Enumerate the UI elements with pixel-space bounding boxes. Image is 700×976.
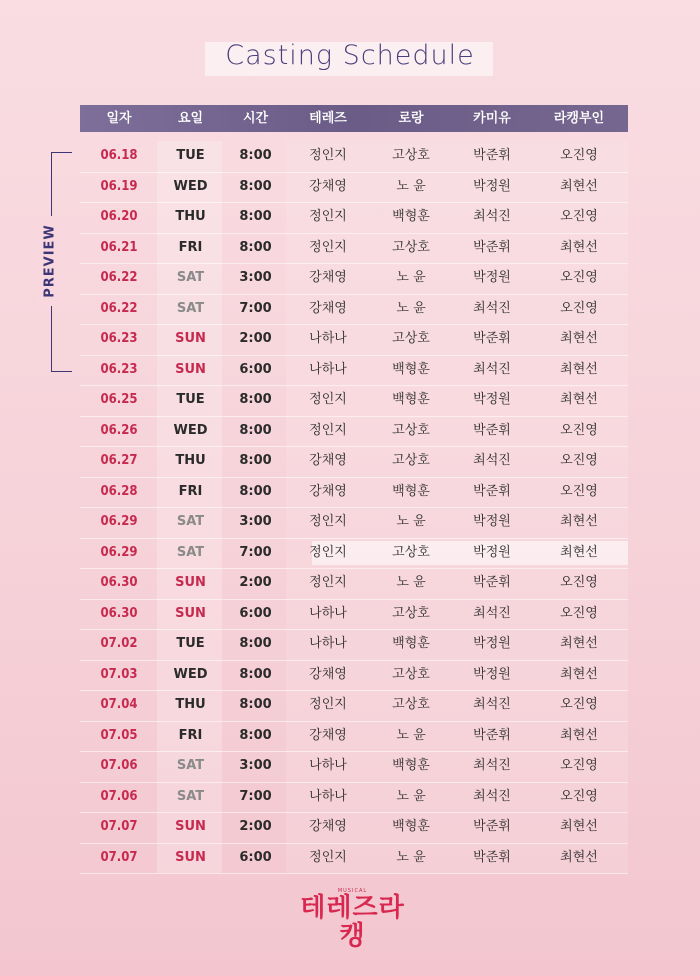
table-row xyxy=(80,477,628,509)
table-row xyxy=(80,690,628,722)
therese-cast-cell: 정인지 xyxy=(309,514,347,529)
time-cell: 7:00 xyxy=(239,300,272,316)
laurent-cast-cell: 고상호 xyxy=(392,148,430,163)
header-time: 시간 xyxy=(242,111,269,126)
table-row xyxy=(80,629,628,661)
madame-raquin-cast-cell: 최현선 xyxy=(560,239,598,255)
day-cell: THU xyxy=(175,697,206,712)
laurent-cast-cell: 노 윤 xyxy=(396,514,426,529)
time-cell: 2:00 xyxy=(239,331,272,346)
time-cell: 8:00 xyxy=(239,148,272,163)
date-cell: 07.06 xyxy=(100,788,138,804)
madame-raquin-cast-cell: 최현선 xyxy=(560,819,598,834)
therese-cast-cell: 강채영 xyxy=(309,270,347,285)
header-camille: 카미유 xyxy=(473,111,511,126)
therese-cast-cell: 정인지 xyxy=(309,239,347,255)
table-row xyxy=(80,233,628,265)
table-row xyxy=(80,538,628,570)
madame-raquin-cast-cell: 오진영 xyxy=(560,422,598,438)
camille-cast-cell: 박준휘 xyxy=(473,331,511,346)
camille-cast-cell: 박정원 xyxy=(473,514,511,529)
time-cell: 8:00 xyxy=(239,636,272,651)
camille-cast-cell: 최석진 xyxy=(473,209,511,224)
table-header xyxy=(80,105,628,132)
camille-cast-cell: 박정원 xyxy=(473,270,511,285)
preview-label: PREVIEW xyxy=(42,224,58,298)
therese-cast-cell: 나하나 xyxy=(309,758,347,773)
header-madame-raquin: 라캥부인 xyxy=(553,111,605,126)
date-cell: 06.21 xyxy=(100,239,138,255)
time-cell: 6:00 xyxy=(239,361,272,377)
laurent-cast-cell: 고상호 xyxy=(392,544,430,560)
camille-cast-cell: 박준휘 xyxy=(473,819,511,834)
day-cell: FRI xyxy=(178,727,203,743)
table-row xyxy=(80,141,628,173)
laurent-cast-cell: 고상호 xyxy=(392,605,430,621)
time-cell: 3:00 xyxy=(239,270,272,285)
day-cell: SUN xyxy=(175,575,206,590)
table-row xyxy=(80,294,628,326)
therese-cast-cell: 강채영 xyxy=(309,483,347,499)
madame-raquin-cast-cell: 최현선 xyxy=(560,392,598,407)
time-cell: 8:00 xyxy=(239,727,272,743)
camille-cast-cell: 박준휘 xyxy=(473,483,511,499)
madame-raquin-cast-cell: 오진영 xyxy=(560,697,598,712)
laurent-cast-cell: 노 윤 xyxy=(396,727,426,743)
day-cell: SAT xyxy=(176,514,205,529)
time-cell: 8:00 xyxy=(239,178,272,194)
therese-cast-cell: 강채영 xyxy=(309,819,347,834)
therese-cast-cell: 정인지 xyxy=(309,575,347,590)
madame-raquin-cast-cell: 최현선 xyxy=(560,514,598,529)
therese-cast-cell: 나하나 xyxy=(309,788,347,804)
header-day: 요일 xyxy=(177,111,204,126)
madame-raquin-cast-cell: 오진영 xyxy=(560,209,598,224)
therese-cast-cell: 정인지 xyxy=(309,697,347,712)
madame-raquin-cast-cell: 최현선 xyxy=(560,636,598,651)
therese-cast-cell: 강채영 xyxy=(309,178,347,194)
date-cell: 07.06 xyxy=(100,758,138,773)
therese-cast-cell: 나하나 xyxy=(309,636,347,651)
day-cell: WED xyxy=(173,178,208,194)
header-laurent: 로랑 xyxy=(398,111,424,126)
time-cell: 8:00 xyxy=(239,422,272,438)
table-row xyxy=(80,416,628,448)
date-cell: 06.28 xyxy=(100,483,138,499)
table-row xyxy=(80,568,628,600)
day-cell: FRI xyxy=(178,239,203,255)
date-cell: 06.25 xyxy=(100,392,138,407)
time-cell: 7:00 xyxy=(239,544,272,560)
madame-raquin-cast-cell: 오진영 xyxy=(560,148,598,163)
table-row xyxy=(80,446,628,478)
table-row xyxy=(80,385,628,417)
madame-raquin-cast-cell: 최현선 xyxy=(560,727,598,743)
time-cell: 8:00 xyxy=(239,453,272,468)
camille-cast-cell: 박정원 xyxy=(473,636,511,651)
date-cell: 06.22 xyxy=(100,300,138,316)
table-row xyxy=(80,782,628,814)
table-row xyxy=(80,843,628,875)
laurent-cast-cell: 고상호 xyxy=(392,331,430,346)
camille-cast-cell: 박정원 xyxy=(473,544,511,560)
therese-cast-cell: 강채영 xyxy=(309,453,347,468)
laurent-cast-cell: 노 윤 xyxy=(396,788,426,804)
laurent-cast-cell: 고상호 xyxy=(392,453,430,468)
date-cell: 06.29 xyxy=(100,514,138,529)
table-row xyxy=(80,721,628,753)
date-cell: 07.07 xyxy=(100,819,138,834)
time-cell: 8:00 xyxy=(239,666,272,682)
day-cell: SAT xyxy=(176,758,205,773)
date-cell: 06.18 xyxy=(100,148,138,163)
camille-cast-cell: 박준휘 xyxy=(473,849,511,865)
musical-logo xyxy=(290,888,415,951)
date-cell: 07.05 xyxy=(100,727,138,743)
laurent-cast-cell: 고상호 xyxy=(392,239,430,255)
camille-cast-cell: 박준휘 xyxy=(473,575,511,590)
date-cell: 06.30 xyxy=(100,605,138,621)
time-cell: 8:00 xyxy=(239,392,272,407)
table-row xyxy=(80,172,628,204)
laurent-cast-cell: 노 윤 xyxy=(396,178,426,194)
therese-cast-cell: 정인지 xyxy=(309,392,347,407)
table-row xyxy=(80,751,628,783)
therese-cast-cell: 강채영 xyxy=(309,666,347,682)
camille-cast-cell: 박정원 xyxy=(473,666,511,682)
time-cell: 6:00 xyxy=(239,849,272,865)
day-cell: SAT xyxy=(176,270,205,285)
time-cell: 7:00 xyxy=(239,788,272,804)
date-cell: 07.03 xyxy=(100,666,138,682)
laurent-cast-cell: 백형훈 xyxy=(392,209,430,224)
laurent-cast-cell: 백형훈 xyxy=(392,758,430,773)
day-cell: FRI xyxy=(178,483,203,499)
madame-raquin-cast-cell: 오진영 xyxy=(560,575,598,590)
time-cell: 8:00 xyxy=(239,697,272,712)
laurent-cast-cell: 노 윤 xyxy=(396,270,426,285)
time-cell: 6:00 xyxy=(239,605,272,621)
madame-raquin-cast-cell: 최현선 xyxy=(560,331,598,346)
laurent-cast-cell: 백형훈 xyxy=(392,392,430,407)
page-title: Casting Schedule xyxy=(225,40,475,71)
header-therese: 테레즈 xyxy=(309,111,347,126)
laurent-cast-cell: 백형훈 xyxy=(392,636,430,651)
camille-cast-cell: 최석진 xyxy=(473,788,511,804)
time-cell: 3:00 xyxy=(239,514,272,529)
time-cell: 2:00 xyxy=(239,819,272,834)
camille-cast-cell: 박준휘 xyxy=(473,727,511,743)
camille-cast-cell: 최석진 xyxy=(473,758,511,773)
time-cell: 8:00 xyxy=(239,483,272,499)
table-row xyxy=(80,507,628,539)
time-cell: 8:00 xyxy=(239,239,272,255)
day-cell: WED xyxy=(173,422,208,438)
date-cell: 06.29 xyxy=(100,544,138,560)
camille-cast-cell: 최석진 xyxy=(473,605,511,621)
laurent-cast-cell: 백형훈 xyxy=(392,819,430,834)
laurent-cast-cell: 고상호 xyxy=(392,666,430,682)
madame-raquin-cast-cell: 오진영 xyxy=(560,788,598,804)
laurent-cast-cell: 고상호 xyxy=(392,697,430,712)
day-cell: SUN xyxy=(175,331,206,346)
day-cell: TUE xyxy=(176,636,205,651)
day-cell: THU xyxy=(175,453,206,468)
logo-title: 테레즈라캥 xyxy=(300,893,405,951)
table-row xyxy=(80,263,628,295)
logo-small-text: MUSICAL xyxy=(337,888,368,894)
laurent-cast-cell: 백형훈 xyxy=(392,483,430,499)
camille-cast-cell: 박정원 xyxy=(473,392,511,407)
date-cell: 06.26 xyxy=(100,422,138,438)
madame-raquin-cast-cell: 최현선 xyxy=(560,178,598,194)
time-cell: 3:00 xyxy=(239,758,272,773)
camille-cast-cell: 최석진 xyxy=(473,361,511,377)
header-date: 일자 xyxy=(106,111,132,126)
table-row xyxy=(80,355,628,387)
date-cell: 07.02 xyxy=(100,636,138,651)
day-cell: SUN xyxy=(175,605,206,621)
therese-cast-cell: 강채영 xyxy=(309,727,347,743)
day-cell: SAT xyxy=(176,544,205,560)
laurent-cast-cell: 백형훈 xyxy=(392,361,430,377)
camille-cast-cell: 최석진 xyxy=(473,300,511,316)
therese-cast-cell: 강채영 xyxy=(309,300,347,316)
madame-raquin-cast-cell: 오진영 xyxy=(560,453,598,468)
madame-raquin-cast-cell: 최현선 xyxy=(560,849,598,865)
date-cell: 07.07 xyxy=(100,849,138,865)
madame-raquin-cast-cell: 오진영 xyxy=(560,758,598,773)
therese-cast-cell: 나하나 xyxy=(309,361,347,377)
madame-raquin-cast-cell: 오진영 xyxy=(560,605,598,621)
camille-cast-cell: 박준휘 xyxy=(473,422,511,438)
date-cell: 06.23 xyxy=(100,331,138,346)
camille-cast-cell: 박정원 xyxy=(473,178,511,194)
date-cell: 06.22 xyxy=(100,270,138,285)
laurent-cast-cell: 노 윤 xyxy=(396,575,426,590)
day-cell: SUN xyxy=(175,819,206,834)
therese-cast-cell: 나하나 xyxy=(309,605,347,621)
table-row xyxy=(80,324,628,356)
madame-raquin-cast-cell: 오진영 xyxy=(560,483,598,499)
day-cell: SUN xyxy=(175,849,206,865)
date-cell: 06.23 xyxy=(100,361,138,377)
therese-cast-cell: 정인지 xyxy=(309,148,347,163)
day-cell: SAT xyxy=(176,300,205,316)
camille-cast-cell: 최석진 xyxy=(473,697,511,712)
laurent-cast-cell: 고상호 xyxy=(392,422,430,438)
table-row xyxy=(80,812,628,844)
madame-raquin-cast-cell: 오진영 xyxy=(560,270,598,285)
day-cell: TUE xyxy=(176,148,205,163)
date-cell: 06.19 xyxy=(100,178,138,194)
therese-cast-cell: 정인지 xyxy=(309,209,347,224)
camille-cast-cell: 최석진 xyxy=(473,453,511,468)
time-cell: 2:00 xyxy=(239,575,272,590)
laurent-cast-cell: 노 윤 xyxy=(396,849,426,865)
day-cell: THU xyxy=(175,209,206,224)
table-row xyxy=(80,202,628,234)
day-cell: TUE xyxy=(176,392,205,407)
day-cell: SUN xyxy=(175,361,206,377)
date-cell: 07.04 xyxy=(100,697,138,712)
date-cell: 06.20 xyxy=(100,209,138,224)
madame-raquin-cast-cell: 최현선 xyxy=(560,544,598,560)
date-cell: 06.27 xyxy=(100,453,138,468)
therese-cast-cell: 정인지 xyxy=(309,849,347,865)
madame-raquin-cast-cell: 최현선 xyxy=(560,361,598,377)
madame-raquin-cast-cell: 오진영 xyxy=(560,300,598,316)
table-row xyxy=(80,599,628,631)
therese-cast-cell: 나하나 xyxy=(309,331,347,346)
camille-cast-cell: 박준휘 xyxy=(473,148,511,163)
therese-cast-cell: 정인지 xyxy=(309,422,347,438)
therese-cast-cell: 정인지 xyxy=(309,544,347,560)
madame-raquin-cast-cell: 최현선 xyxy=(560,666,598,682)
date-cell: 06.30 xyxy=(100,575,138,590)
camille-cast-cell: 박준휘 xyxy=(473,239,511,255)
time-cell: 8:00 xyxy=(239,209,272,224)
laurent-cast-cell: 노 윤 xyxy=(396,300,426,316)
day-cell: WED xyxy=(173,666,208,682)
table-row xyxy=(80,660,628,692)
day-cell: SAT xyxy=(176,788,205,804)
